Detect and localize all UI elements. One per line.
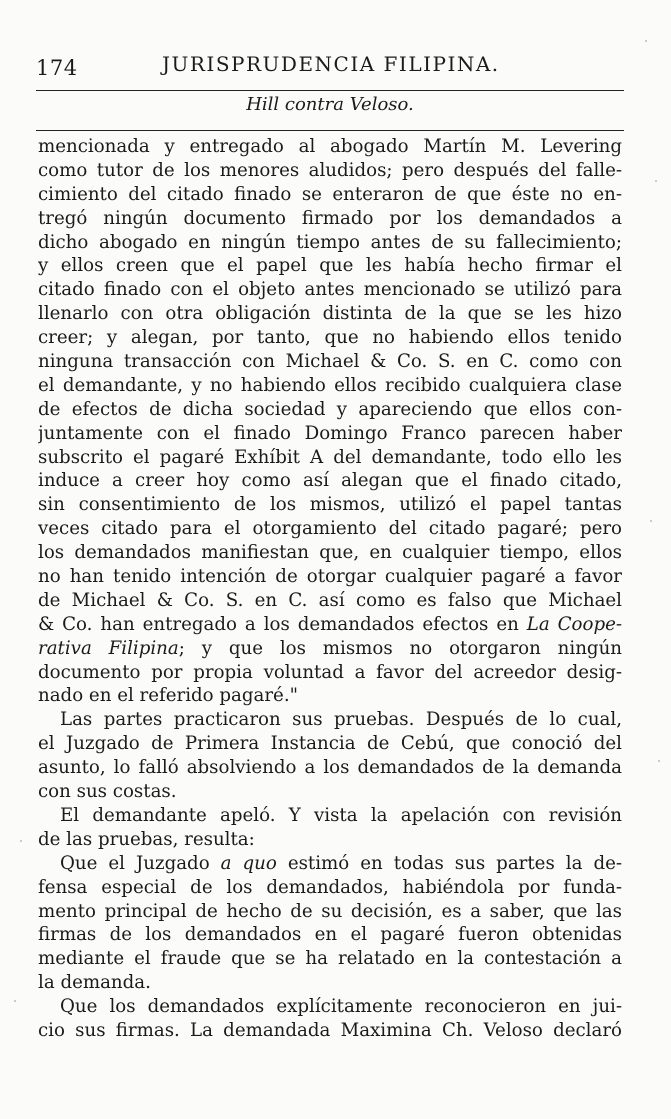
text-line: documento por propia voluntad a favor del acreedor desig-	[38, 661, 622, 683]
text-line: nado en el referido pagaré."	[38, 685, 298, 707]
text-line: de Michael & Co. S. en C. así como es falso que Michael	[38, 589, 622, 611]
page-header	[36, 50, 624, 86]
text-line: con sus costas.	[38, 781, 177, 803]
text-line: Que el Juzgado a quo estimó en todas sus partes la de-	[60, 852, 622, 874]
header-rule-bottom	[36, 130, 624, 131]
text-line: creer; y alegan, por tanto, que no habiendo ellos tenido	[38, 327, 622, 349]
text-line: subscrito el pagaré Exhíbit A del demandante, todo ello les	[38, 446, 622, 468]
text-line: el Juzgado de Primera Instancia de Cebú, que conoció del	[38, 733, 622, 755]
text-line: & Co. han entregado a los demandados efectos en La Coope-	[38, 613, 622, 635]
text-line: los demandados manifiestan que, en cualquier tiempo, ellos	[38, 542, 622, 564]
text-line: rativa Filipina; y que los mismos no otorgaron ningún	[38, 637, 622, 659]
text-line: sin consentimiento de los mismos, utilizó el papel tantas	[38, 494, 622, 516]
text-line: induce a creer hoy como así alegan que el finado citado,	[38, 470, 622, 492]
text-line: juntamente con el finado Domingo Franco parecen haber	[38, 422, 622, 444]
text-line: tregó ningún documento firmado por los demandados a	[38, 207, 622, 229]
text-line: fensa especial de los demandados, habiéndola por funda-	[38, 876, 622, 898]
text-line: llenarlo con otra obligación distinta de la que se les hizo	[38, 303, 622, 325]
text-line: Las partes practicaron sus pruebas. Después de lo cual,	[60, 709, 622, 731]
text-line: cimiento del citado finado se enteraron de que éste no en-	[38, 183, 622, 205]
text-line: dicho abogado en ningún tiempo antes de su fallecimiento;	[38, 231, 622, 253]
text-line: El demandante apeló. Y vista la apelación con revisión	[60, 804, 622, 826]
text-line: firmas de los demandados en el pagaré fueron obtenidas	[38, 924, 622, 946]
text-line: mencionada y entregado al abogado Martín M. Levering	[38, 136, 622, 157]
text-line: y ellos creen que el papel que les había hecho firmar el	[38, 255, 622, 277]
running-head: JURISPRUDENCIA FILIPINA.	[162, 52, 500, 76]
text-line: de efectos de dicha sociedad y apareciendo que ellos con-	[38, 398, 622, 420]
text-line: de las pruebas, resulta:	[38, 828, 255, 850]
text-line: asunto, lo falló absolviendo a los demandados de la demanda	[38, 757, 622, 779]
text-line: veces citado para el otorgamiento del citado pagaré; pero	[38, 518, 622, 540]
text-line: citado finado con el objeto antes mencionado se utilizó para	[38, 279, 622, 301]
text-line: como tutor de los menores aludidos; pero después del falle-	[38, 159, 622, 181]
text-line: cio sus firmas. La demandada Maximina Ch. Veloso declaró	[38, 1019, 622, 1041]
text-line: el demandante, y no habiendo ellos recibido cualquiera clase	[38, 374, 622, 396]
text-line: mento principal de hecho de su decisión, es a saber, que las	[38, 900, 622, 922]
page-number: 174	[36, 56, 78, 80]
case-title: Hill contra Veloso.	[246, 94, 414, 115]
text-line: Que los demandados explícitamente reconocieron en jui-	[60, 996, 622, 1018]
text-line: no han tenido intención de otorgar cualquier pagaré a favor	[38, 566, 622, 588]
header-rule-top	[36, 90, 624, 91]
text-line: ninguna transacción con Michael & Co. S. en C. como con	[38, 351, 622, 373]
text-line: la demanda.	[38, 972, 151, 994]
text-line: mediante el fraude que se ha relatado en la contestación a	[38, 948, 622, 970]
body-text	[38, 135, 622, 1043]
